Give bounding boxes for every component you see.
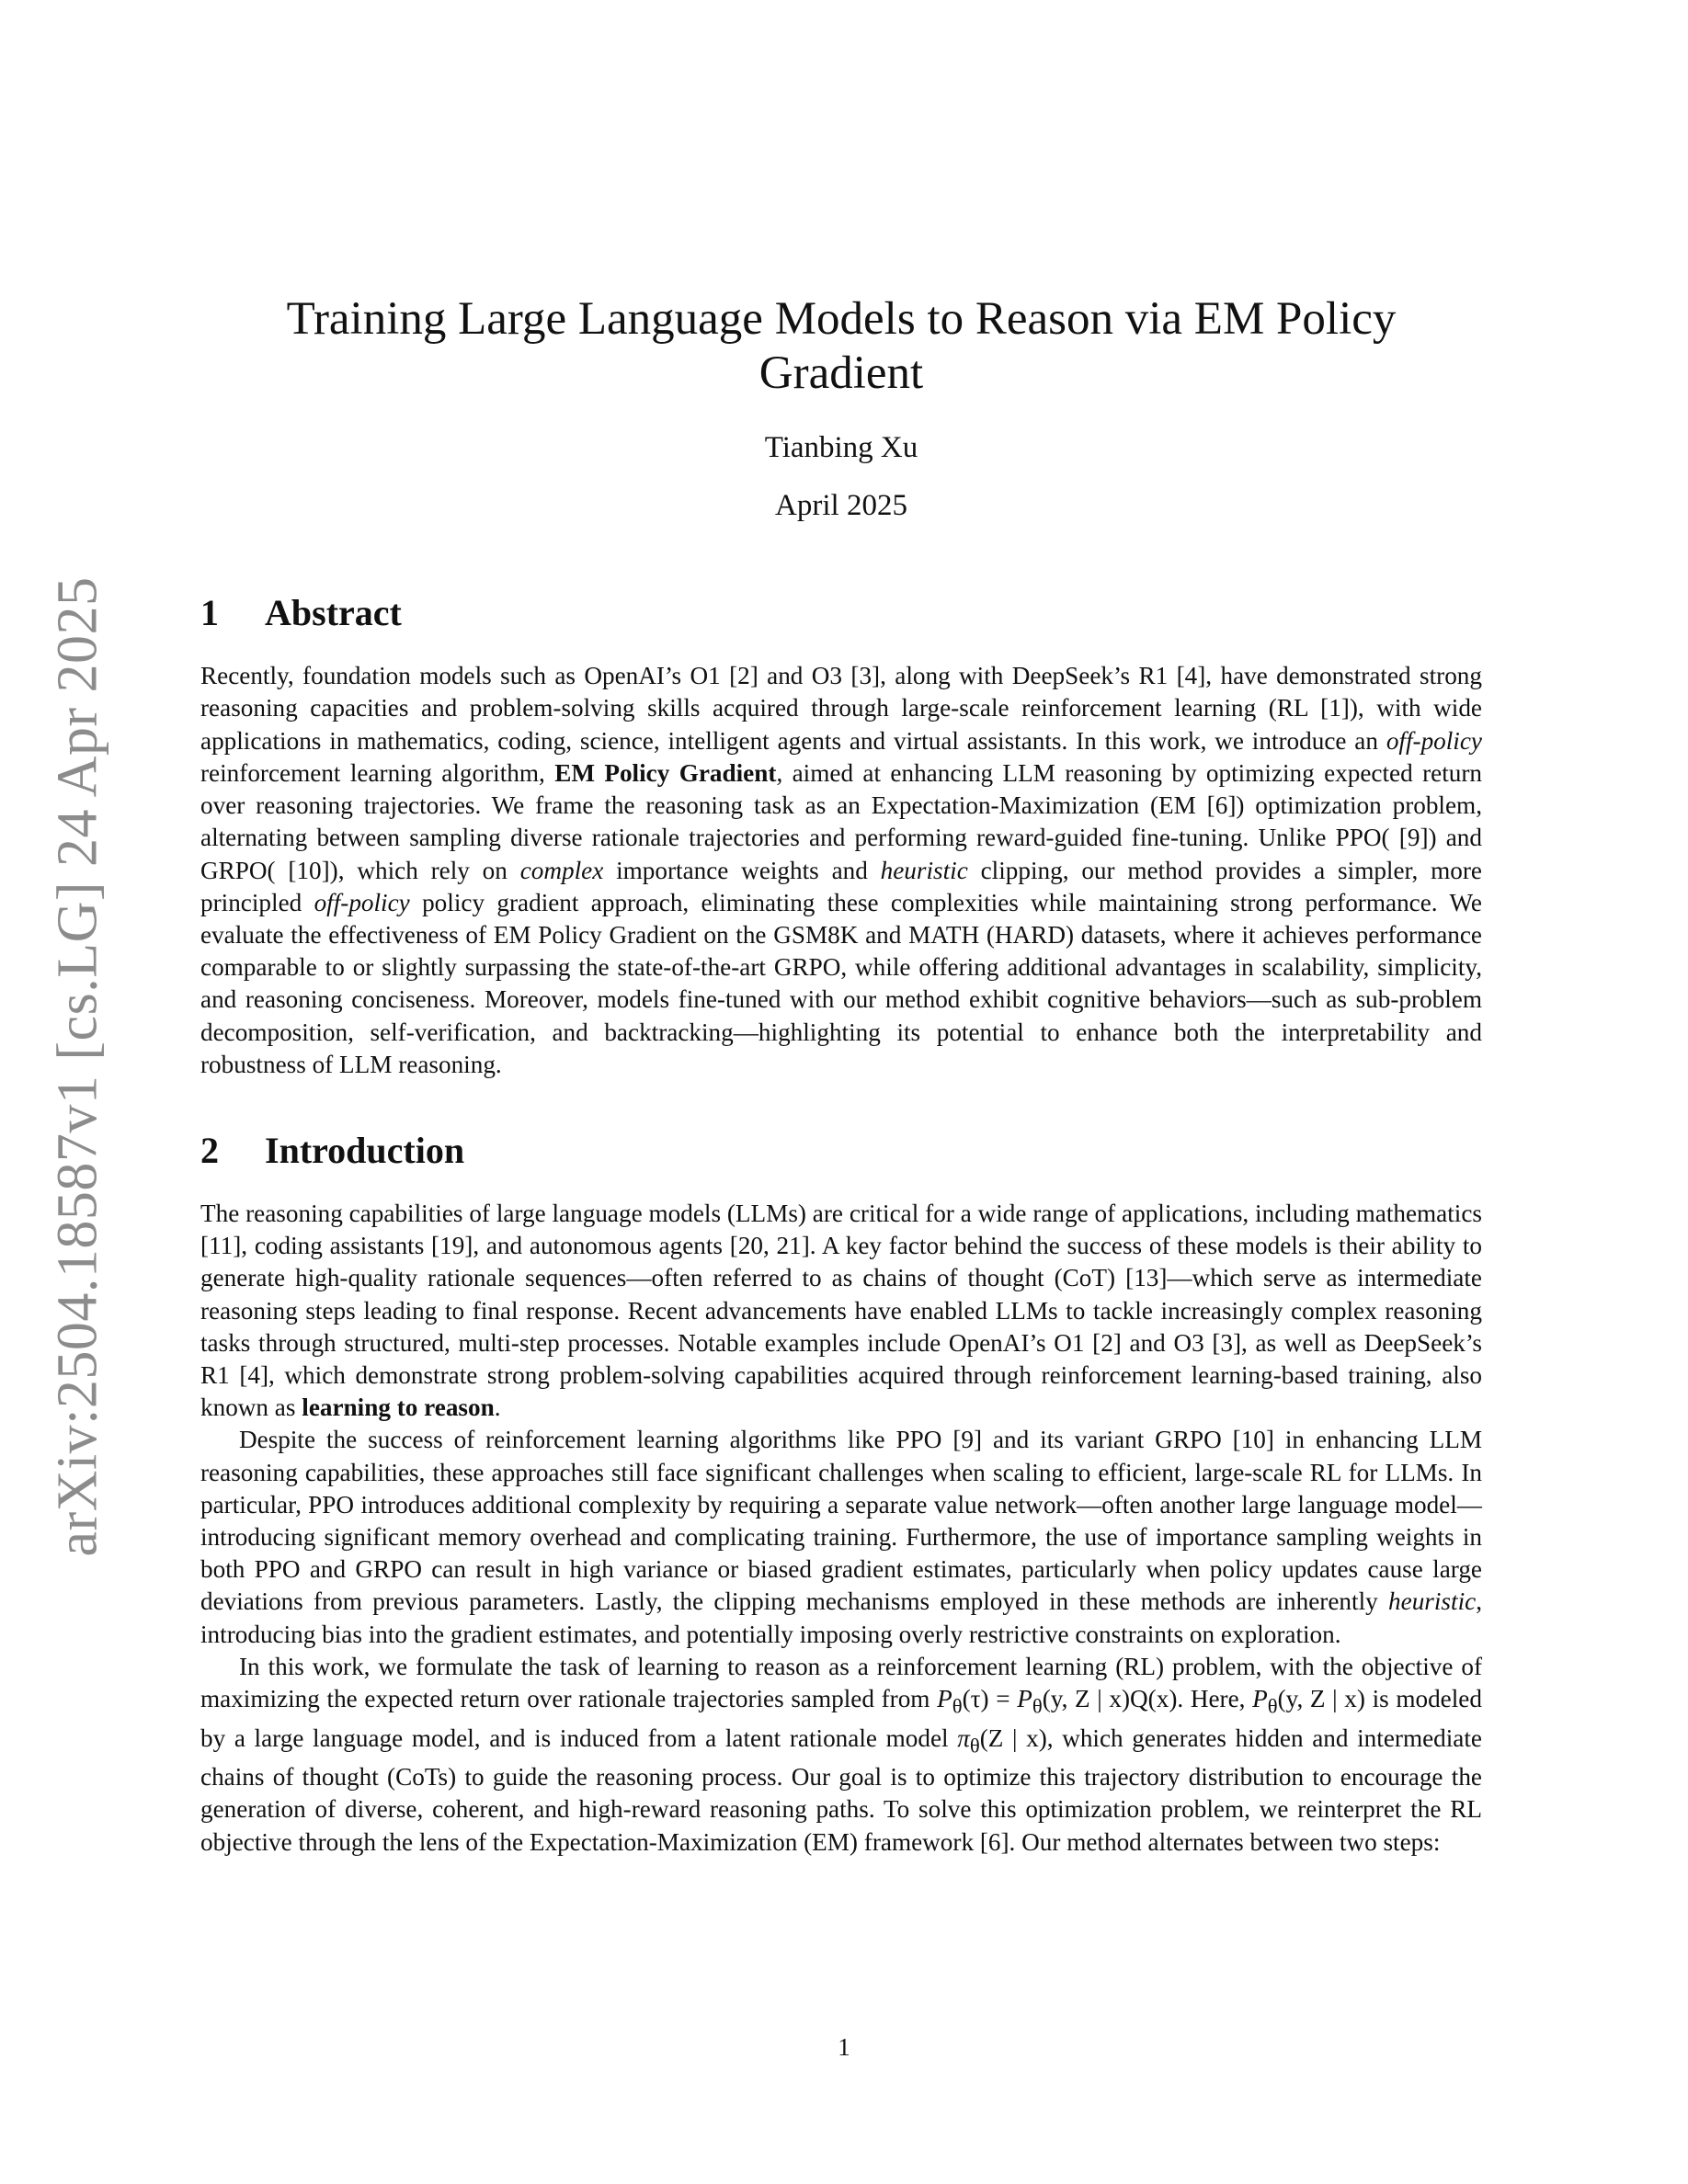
math-subscript: θ xyxy=(952,1694,963,1718)
math-symbol: P xyxy=(1252,1684,1268,1712)
math-symbol: π xyxy=(957,1723,970,1752)
section-number: 1 xyxy=(200,592,219,634)
section-heading-abstract xyxy=(200,591,1482,634)
section-title: Introduction xyxy=(265,1129,465,1171)
section-title: Abstract xyxy=(265,592,402,634)
math-subscript: θ xyxy=(969,1734,980,1757)
math-subscript: θ xyxy=(1032,1694,1043,1718)
section-number: 2 xyxy=(200,1129,219,1171)
arxiv-identifier: arXiv:2504.18587v1 [cs.LG] 24 Apr 2025 xyxy=(46,576,109,1556)
intro-paragraph-2: Despite the success of reinforcement learning algorithms like PPO [9] and its variant GRPO [10] in enhancing LLM reasoning capabilities, these approaches still face significant challenges when scaling to efficient, large-scale RL for LLMs. In particular, PPO introduces additional complexity by requiring a separate value network—often another large language model—introducing significant memory overhead and complicating training. Furthermore, the use of importance sampling weights in both PPO and GRPO can result in high variance or biased gradient estimates, particularly when policy updates cause large deviations from previous parameters. Lastly, the clipping mechanisms employed in these methods are inherently heuristic, introducing bias into the gradient estimates, and potentially imposing overly restrictive constraints on exploration. xyxy=(200,1426,1482,1648)
paper-author: Tianbing Xu xyxy=(764,431,918,465)
paper-title: Training Large Language Models to Reason via EM Policy Gradient xyxy=(286,293,1397,399)
intro-paragraph-1: The reasoning capabilities of large language models (LLMs) are critical for a wide range of applications, including mathematics [11], coding assistants [19], and autonomous agents [20, 21]. A key factor behind the success of these models is their ability to generate high-quality rationale sequences—often referred to as chains of thought (CoT) [13]—which serve as intermediate reasoning steps leading to final response. Recent advancements have enabled LLMs to tackle increasingly complex reasoning tasks through structured, multi-step processes. Notable examples include OpenAI’s O1 [2] and O3 [3], as well as DeepSeek’s R1 [4], which demonstrate strong problem-solving capabilities acquired through reinforcement learning-based training, also known as learning to reason. xyxy=(200,1199,1482,1422)
math-symbol: P xyxy=(937,1684,952,1712)
page-number: 1 xyxy=(838,2033,850,2061)
arxiv-sidebar-stamp xyxy=(28,570,129,1563)
intro-paragraph-3: In this work, we formulate the task of learning to reason as a reinforcement learning (RL) problem, with the objective of maximizing the expected return over rationale trajectories sampled from $P_\theta(\tau) = P_\theta(y$, Z | x)Q(x). Here, $P_\theta(y$, Z | x) is modeled by a large language model, and is induced from a latent rationale model $\pi_\theta(Z$ | x), which generates hidden and intermediate chains of thought (CoTs) to guide the reasoning process. Our goal is to optimize this trajectory distribution to encourage the generation of diverse, coherent, and high-reward reasoning paths. To solve this optimization problem, we reinterpret the RL objective through the lens of the Expectation-Maximization (EM) framework [6]. Our method alternates between two steps: xyxy=(200,1652,1482,1856)
math-subscript: θ xyxy=(1267,1694,1278,1718)
section-heading-introduction xyxy=(200,1129,1482,1172)
math-symbol: P xyxy=(1017,1684,1032,1712)
paper-date: April 2025 xyxy=(775,489,907,523)
abstract-paragraph: Recently, foundation models such as OpenAI’s O1 [2] and O3 [3], along with DeepSeek’s R1 [4], have demonstrated strong reasoning capacities and problem-solving skills acquired through large-scale reinforcement learning (RL [1]), with wide applications in mathematics, coding, science, intelligent agents and virtual assistants. In this work, we introduce an off-policy reinforcement learning algorithm, EM Policy Gradient, aimed at enhancing LLM reasoning by optimizing expected return over reasoning trajectories. We frame the reasoning task as an Expectation-Maximization (EM [6]) optimization problem, alternating between sampling diverse rationale trajectories and performing reward-guided fine-tuning. Unlike PPO( [9]) and GRPO( [10]), which rely on complex importance weights and heuristic clipping, our method provides a simpler, more principled off-policy policy gradient approach, eliminating these complexities while maintaining strong performance. We evaluate the effectiveness of EM Policy Gradient on the GSM8K and MATH (HARD) datasets, where it achieves performance comparable to or slightly surpassing the state-of-the-art GRPO, while offering additional advantages in scalability, simplicity, and reasoning conciseness. Moreover, models fine-tuned with our method exhibit cognitive behaviors—such as sub-problem decomposition, self-verification, and backtracking—highlighting its potential to enhance both the interpretability and robustness of LLM reasoning. xyxy=(200,662,1482,1078)
paper-page xyxy=(200,0,1482,1859)
